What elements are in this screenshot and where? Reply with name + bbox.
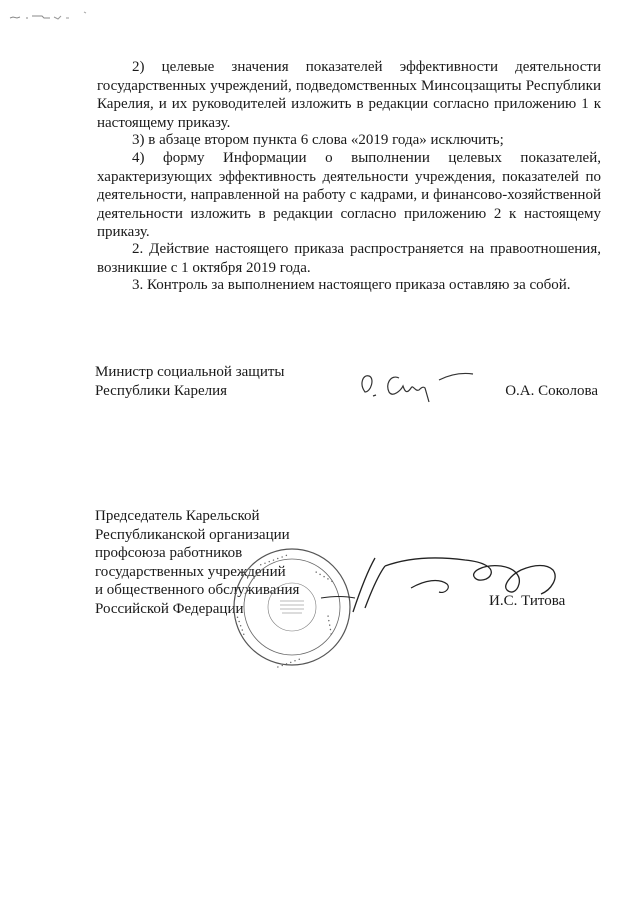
svg-text:• • • • • •: • • • • • • bbox=[275, 655, 302, 670]
svg-text:• • • • •: • • • • • bbox=[324, 614, 334, 637]
minister-title-line: Министр социальной защиты bbox=[95, 364, 285, 380]
svg-text:• • • • • • •: • • • • • • • bbox=[258, 552, 290, 569]
union-chair-signature bbox=[315, 550, 565, 630]
union-title-line: государственных учреждений bbox=[95, 563, 286, 580]
minister-name: О.А. Соколова bbox=[505, 383, 598, 399]
scan-artifact-mark bbox=[8, 10, 98, 24]
union-title-line: профсоюза работников bbox=[95, 545, 243, 561]
union-title-line: Российской Федерации bbox=[95, 600, 244, 617]
union-chair-name: И.С. Титова bbox=[489, 593, 566, 609]
paragraph-effective-date: 2. Действие настоящего приказа распространяется на правоотношения, возникшие с 1 октября 2019 года. bbox=[97, 241, 601, 276]
minister-signature bbox=[355, 362, 485, 404]
union-title-line: Председатель Карельской bbox=[95, 508, 260, 524]
svg-text:• • • • •: • • • • • bbox=[313, 569, 335, 586]
union-title-line: и общественного обслуживания bbox=[95, 582, 300, 598]
union-title-line: Республиканской организации bbox=[95, 526, 290, 543]
minister-title bbox=[95, 363, 285, 400]
svg-text:• • • • •: • • • • • bbox=[235, 614, 248, 637]
minister-title-line: Республики Карелия bbox=[95, 382, 228, 399]
paragraph-targets: 2) целевые значения показателей эффективности деятельности государственных учреждений, подведомственных Минсоцзащиты Республики Карелия, и их руководителей изложить в редакции согласно приложению 1 к настоящему приказу. bbox=[97, 59, 601, 131]
paragraph-control: 3. Контроль за выполнением настоящего приказа оставляю за собой. bbox=[132, 277, 571, 293]
paragraph-exclusion: 3) в абзаце втором пункта 6 слова «2019 года» исключить; bbox=[132, 132, 504, 148]
paragraph-information-form: 4) форму Информации о выполнении целевых показателей, характеризующих эффективность деятельности учреждения, показателей по деятельности, направленной на работу с кадрами, и финансово-хозяйственной деятельности изложить в редакции согласно приложению 2 к настоящему приказу. bbox=[97, 150, 601, 240]
